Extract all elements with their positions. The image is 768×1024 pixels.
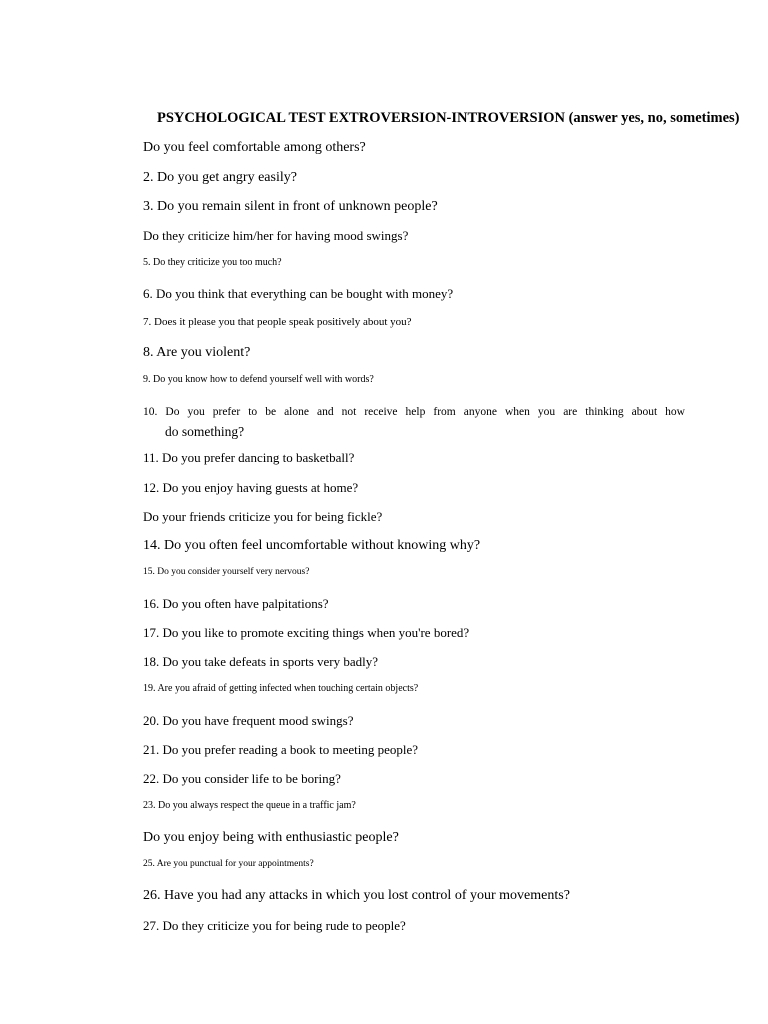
question-4: Do they criticize him/her for having mood swings? [143,228,409,243]
question-17: 17. Do you like to promote exciting things when you're bored? [143,625,470,640]
question-1: Do you feel comfortable among others? [143,140,366,155]
question-10-line-2: do something? [165,424,245,439]
question-10 [143,402,685,442]
question-2: 2. Do you get angry easily? [143,170,297,185]
question-14: 14. Do you often feel uncomfortable without knowing why? [143,538,481,553]
question-24: Do you enjoy being with enthusiastic people? [143,830,399,845]
question-12: 12. Do you enjoy having guests at home? [143,480,359,495]
question-7: 7. Does it please you that people speak positively about you? [143,316,412,328]
question-3: 3. Do you remain silent in front of unknown people? [143,199,438,214]
question-22: 22. Do you consider life to be boring? [143,771,341,786]
question-18: 18. Do you take defeats in sports very badly? [143,654,379,669]
question-15: 15. Do you consider yourself very nervous? [143,567,310,577]
question-23: 23. Do you always respect the queue in a traffic jam? [143,800,356,811]
question-26: 26. Have you had any attacks in which you lost control of your movements? [143,888,570,903]
question-6: 6. Do you think that everything can be bought with money? [143,286,454,301]
question-10-line-1: 10. Do you prefer to be alone and not receive help from anyone when you are thinking about how [143,406,685,418]
question-16: 16. Do you often have palpitations? [143,596,329,611]
question-9: 9. Do you know how to defend yourself well with words? [143,374,374,385]
document-title: PSYCHOLOGICAL TEST EXTROVERSION-INTROVERSION (answer yes, no, sometimes) [157,110,740,126]
question-21: 21. Do you prefer reading a book to meeting people? [143,742,419,757]
question-19: 19. Are you afraid of getting infected when touching certain objects? [143,683,419,694]
question-27: 27. Do they criticize you for being rude to people? [143,918,406,933]
question-8: 8. Are you violent? [143,345,251,360]
question-20: 20. Do you have frequent mood swings? [143,713,354,728]
question-11: 11. Do you prefer dancing to basketball? [143,450,355,465]
question-13: Do your friends criticize you for being fickle? [143,509,383,524]
question-5: 5. Do they criticize you too much? [143,257,282,268]
question-25: 25. Are you punctual for your appointments? [143,859,314,869]
